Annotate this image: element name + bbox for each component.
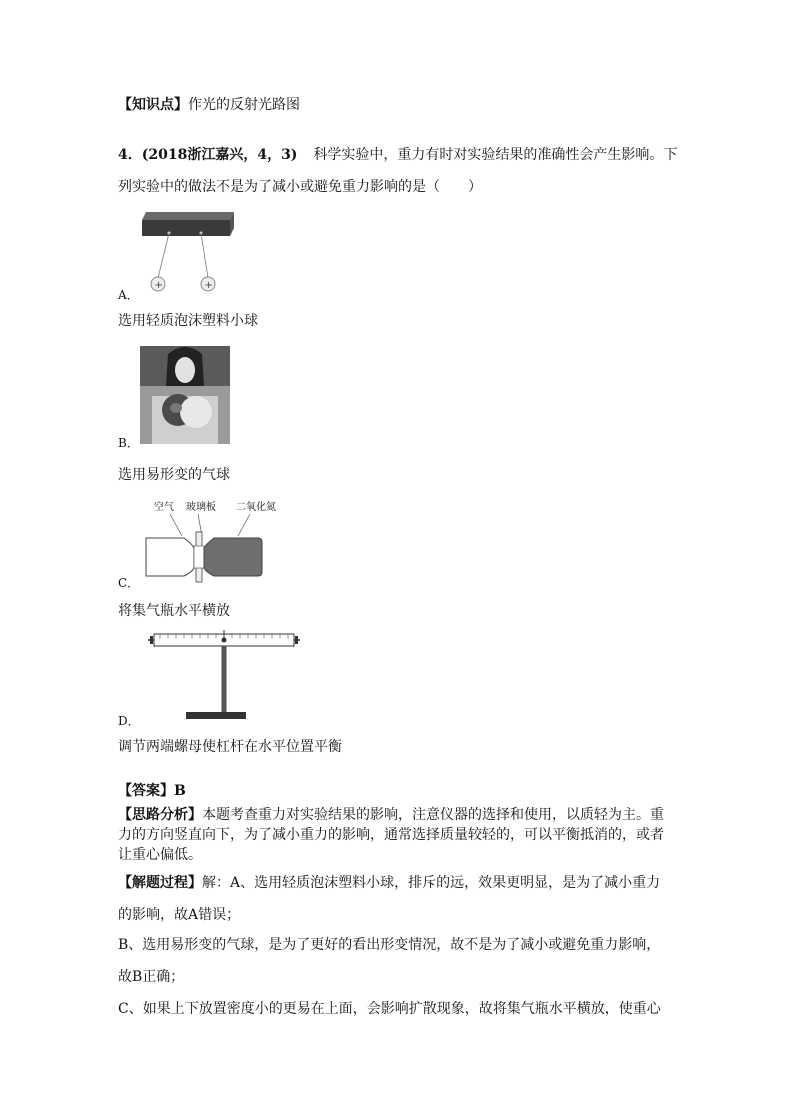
analysis-line-2: 力的方向竖直向下，为了减小重力的影响，通常选择质量较轻的，可以平衡抵消的，或者 [118,827,664,843]
analysis-text-1: 本题考查重力对实验结果的影响，注意仪器的选择和使用，以质轻为主。重 [202,807,664,823]
option-d-text: 调节两端螺母使杠杆在水平位置平衡 [118,739,342,755]
analysis-line-1 [118,806,664,824]
analysis-prefix: 【思路分析】 [118,807,202,823]
svg-text:+: + [204,280,213,291]
question-text-2: 列实验中的做法不是为了减小或避免重力影响的是（ ） [118,179,482,195]
figure-b-photo [140,346,230,444]
svg-text:+: + [154,280,163,291]
question-line-2 [118,178,482,196]
figure-c [140,498,300,584]
figure-c-label-air: 空气 [154,502,174,513]
option-b-letter: B． [118,436,139,450]
figure-c-label-no2: 二氧化氮 [236,502,276,513]
option-c-letter: C． [118,576,140,590]
solution-line-5: C、如果上下放置密度小的更易在上面，会影响扩散现象，故将集气瓶水平横放，使重心 [118,1001,661,1017]
analysis-line-3: 让重心偏低。 [118,847,202,863]
solution-line-2: 的影响，故A错误； [118,907,241,923]
option-b-text: 选用易形变的气球 [118,467,230,483]
solution-text-1: 解：A、选用轻质泡沫塑料小球，排斥的远，效果更明显，是为了减小重力 [202,875,661,891]
option-a-letter: A． [118,288,139,302]
option-d-letter: D． [118,714,140,728]
answer-line [118,782,186,800]
solution-line-3: B、选用易形变的气球，是为了更好的看出形变情况，故不是为了减小或避免重力影响， [118,937,661,953]
option-c-text: 将集气瓶水平横放 [118,603,230,619]
solution-line-1 [118,874,660,892]
question-text-1: 科学实验中，重力有时对实验结果的准确性会产生影响。下 [313,147,678,163]
knowledge-point [118,96,300,114]
question-source: 4．(2018浙江嘉兴，4，3) [118,147,298,163]
figure-a-image [140,206,240,298]
solution-line-4: 故B正确； [118,969,185,985]
figure-c-label-glass: 玻璃板 [186,502,216,513]
figure-d-lever-image [146,630,302,722]
figure-c-jars-image [140,510,300,584]
knowledge-text: 作光的反射光路图 [188,97,300,113]
question-line-1 [118,146,677,164]
answer-prefix: 【答案】 [118,783,174,799]
knowledge-prefix: 【知识点】 [118,97,188,113]
option-a-text: 选用轻质泡沫塑料小球 [118,313,258,329]
answer-value: B [174,783,186,799]
solution-prefix: 【解题过程】 [118,875,202,891]
